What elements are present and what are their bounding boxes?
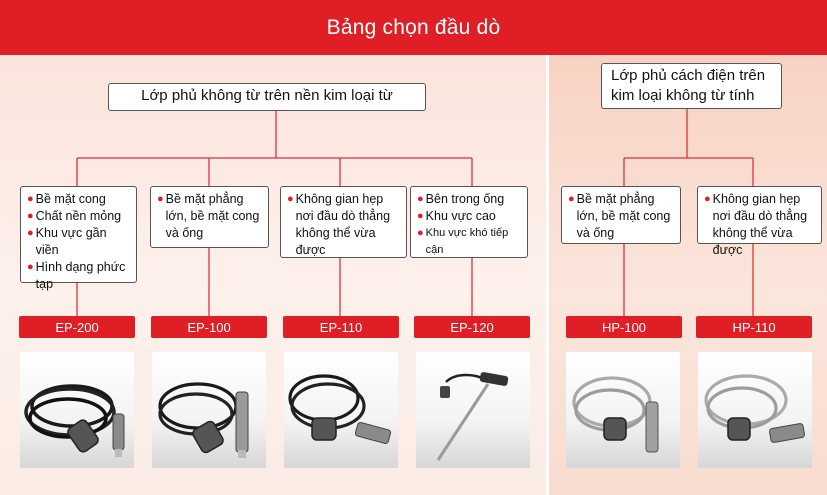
probe-label-hp-100: HP-100	[566, 316, 682, 338]
probe-label-hp-110: HP-110	[696, 316, 812, 338]
category-hp-100: ● Bề mặt phẳng lớn, bề mặt cong và ống	[561, 186, 681, 244]
category-ep-100: ● Bề mặt phẳng lớn, bề mặt cong và ống	[150, 186, 269, 248]
probe-cable-icon	[152, 352, 266, 468]
probe-label-ep-110: EP-110	[283, 316, 399, 338]
probe-photo-ep-200	[20, 352, 134, 468]
probe-photo-ep-120	[416, 352, 530, 468]
probe-photo-hp-100	[566, 352, 680, 468]
probe-cable-icon	[566, 352, 680, 468]
probe-label-ep-120: EP-120	[414, 316, 530, 338]
probe-cable-icon	[20, 352, 134, 468]
category-ep-110: ● Không gian hẹp nơi đầu dò thẳng không thể vừa được	[280, 186, 407, 258]
probe-photo-ep-100	[152, 352, 266, 468]
probe-label-ep-200: EP-200	[19, 316, 135, 338]
probe-cable-icon	[416, 352, 530, 468]
probe-cable-icon	[284, 352, 398, 468]
category-ep-120: ● Bên trong ống ● Khu vực cao ● Khu vực khó tiếp cận	[410, 186, 528, 258]
category-ep-200: ● Bề mặt cong ● Chất nền mỏng ● Khu vực gần viền ● Hình dạng phức tạp	[20, 186, 137, 283]
group-insulating-coating: Lớp phủ cách điện trên kim loại không từ tính	[601, 63, 782, 109]
probe-label-ep-100: EP-100	[151, 316, 267, 338]
category-hp-110: ● Không gian hẹp nơi đầu dò thẳng không thể vừa được	[697, 186, 822, 244]
group-magnetic-coating: Lớp phủ không từ trên nền kim loại từ	[108, 83, 426, 111]
probe-cable-icon	[698, 352, 812, 468]
probe-photo-hp-110	[698, 352, 812, 468]
probe-photo-ep-110	[284, 352, 398, 468]
page-title: Bảng chọn đầu dò	[326, 15, 501, 39]
